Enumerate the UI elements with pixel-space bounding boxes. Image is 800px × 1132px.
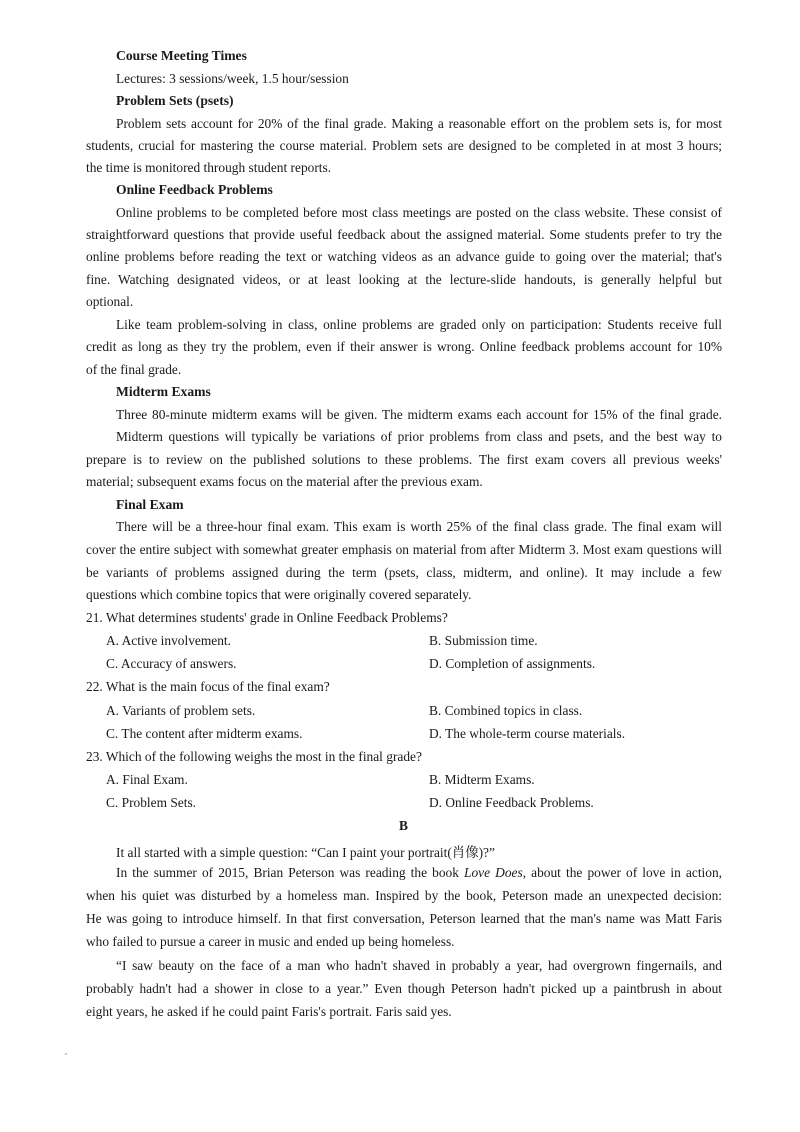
- question-22-option-a: A. Variants of problem sets.: [106, 703, 256, 718]
- question-22-stem: 22. What is the main focus of the final exam?: [86, 679, 330, 694]
- paragraph-line: cover the entire subject with somewhat greater emphasis on material from after Midterm 3. Most exam questions will: [86, 542, 722, 557]
- heading-problem-sets: Problem Sets (psets): [116, 93, 234, 108]
- paragraph-line: who failed to pursue a career in music and ended up being homeless.: [86, 934, 455, 949]
- heading-midterm-exams: Midterm Exams: [116, 384, 211, 399]
- paragraph-line: the time is monitored through student reports.: [86, 160, 332, 175]
- paragraph-line: straightforward questions that provide useful feedback about the assigned material. Some students prefer to try the: [86, 227, 722, 242]
- paragraph-line: Lectures: 3 sessions/week, 1.5 hour/session: [116, 71, 349, 86]
- section-label-b: B: [399, 818, 408, 833]
- paragraph-line: online problems before reading the text or watching videos as an advance guide to going over the material; that's: [86, 249, 722, 264]
- paragraph-line: There will be a three-hour final exam. This exam is worth 25% of the final class grade. The final exam will: [116, 519, 722, 534]
- question-21-option-a: A. Active involvement.: [106, 633, 231, 648]
- paragraph-line: [116, 865, 722, 881]
- paragraph-line: credit as long as they try the problem, even if their answer is wrong. Online feedback problems account for 10%: [86, 339, 722, 354]
- paragraph-line: fine. Watching designated videos, or at least looking at the lecture-slide handouts, is generally helpful but: [86, 272, 722, 287]
- paragraph-line: prepare is to review on the published solutions to these problems. The first exam covers all previous weeks': [86, 452, 722, 467]
- paragraph-line: He was going to introduce himself. In that first conversation, Peterson learned that the man's name was Matt Faris: [86, 911, 722, 926]
- question-23-option-a: A. Final Exam.: [106, 772, 188, 787]
- question-21-option-b: B. Submission time.: [429, 633, 538, 648]
- heading-course-meeting-times: Course Meeting Times: [116, 48, 247, 63]
- question-21-stem: 21. What determines students' grade in Online Feedback Problems?: [86, 610, 448, 625]
- scan-speck: [65, 1053, 67, 1055]
- text-run: , about the power of love in action,: [522, 865, 722, 880]
- paragraph-line: It all started with a simple question: “Can I paint your portrait(肖像)?”: [116, 845, 495, 860]
- question-22-option-d: D. The whole-term course materials.: [429, 726, 626, 741]
- paragraph-line: Like team problem-solving in class, online problems are graded only on participation: Students receive full: [116, 317, 722, 332]
- heading-online-feedback-problems: Online Feedback Problems: [116, 182, 273, 197]
- heading-final-exam: Final Exam: [116, 497, 184, 512]
- question-21-option-c: C. Accuracy of answers.: [106, 656, 237, 671]
- paragraph-line: Three 80-minute midterm exams will be given. The midterm exams each account for 15% of the final grade.: [116, 407, 722, 422]
- question-22-option-c: C. The content after midterm exams.: [106, 726, 303, 741]
- question-21-option-d: D. Completion of assignments.: [429, 656, 596, 671]
- text-run: In the summer of 2015, Brian Peterson was reading the book: [116, 865, 465, 880]
- paragraph-line: “I saw beauty on the face of a man who hadn't shaved in probably a year, had overgrown fingernails, and: [116, 958, 722, 973]
- paragraph-line: optional.: [86, 294, 134, 309]
- paragraph-line: probably hadn't had a shower in close to a year.” Even though Peterson hadn't picked up a paintbrush in about: [86, 981, 722, 996]
- question-23-option-c: C. Problem Sets.: [106, 795, 197, 810]
- paragraph-line: students, crucial for mastering the course material. Problem sets are designed to be completed in at most 3 hours;: [86, 138, 722, 153]
- paragraph-line: when his quiet was disturbed by a homeless man. Inspired by the book, Peterson made an unexpected decision:: [86, 888, 722, 903]
- paragraph-line: of the final grade.: [86, 362, 182, 377]
- paragraph-line: Online problems to be completed before most class meetings are posted on the class website. These consist of: [116, 205, 722, 220]
- paragraph-line: Midterm questions will typically be variations of prior problems from class and psets, and the best way to: [116, 429, 722, 444]
- question-22-option-b: B. Combined topics in class.: [429, 703, 583, 718]
- paragraph-line: be variants of problems assigned during the term (psets, class, midterm, and online). It may include a few: [86, 565, 722, 580]
- book-title: Love Does: [464, 865, 523, 880]
- question-23-stem: 23. Which of the following weighs the most in the final grade?: [86, 749, 422, 764]
- paragraph-line: eight years, he asked if he could paint Faris's portrait. Faris said yes.: [86, 1004, 452, 1019]
- paragraph-line: Problem sets account for 20% of the final grade. Making a reasonable effort on the problem sets is, for most: [116, 116, 722, 131]
- paragraph-line: material; subsequent exams focus on the material after the previous exam.: [86, 474, 483, 489]
- question-23-option-b: B. Midterm Exams.: [429, 772, 535, 787]
- question-23-option-d: D. Online Feedback Problems.: [429, 795, 594, 810]
- paragraph-line: questions which combine topics that were originally covered separately.: [86, 587, 472, 602]
